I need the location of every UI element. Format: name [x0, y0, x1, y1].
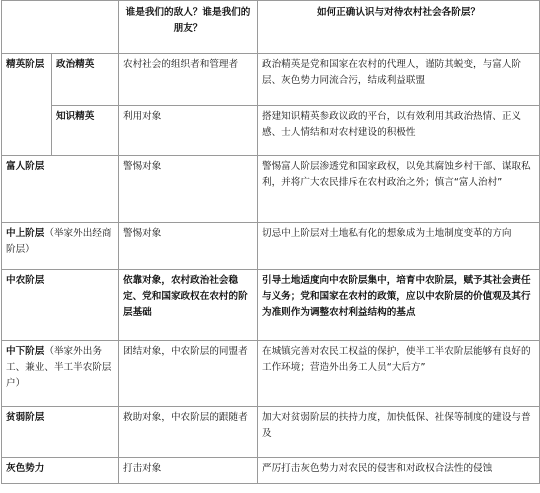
table-row [2, 156, 540, 223]
header-enemy-friend: 谁是我们的敌人？谁是我们的朋友？ [119, 1, 258, 54]
header-blank-cell [2, 1, 119, 54]
table-row [2, 223, 540, 270]
row-attitude: 警惕对象 [119, 156, 258, 223]
row-approach: 加大对贫弱阶层的扶持力度，加快低保、社保等制度的建设与普及 [258, 407, 540, 458]
row-approach: 引导土地适度向中农阶层集中，培育中农阶层，赋予其社会责任与义务；党和国家在农村的政策，应以中农阶层的价值观及其行为准则作为调整农村利益结构的基点 [258, 270, 540, 341]
row-approach: 切忌中上阶层对土地私有化的想象成为土地制度变革的方向 [258, 223, 540, 270]
table-row [2, 54, 540, 106]
row-class-name: 灰色势力 [2, 458, 119, 484]
row-class-name: 中下阶层 [6, 346, 45, 357]
table-header-row [2, 1, 540, 54]
row-attitude: 团结对象，中农阶层的同盟者 [119, 341, 258, 407]
row-class-name: 中农阶层 [2, 270, 119, 341]
row-attitude: 警惕对象 [119, 223, 258, 270]
row-class-name: 中上阶层 [6, 228, 45, 239]
class-analysis-table [1, 0, 540, 484]
row-attitude: 农村社会的组织者和管理者 [119, 54, 258, 106]
row-approach: 搭建知识精英参政议政的平台，以有效利用其政治热情、正义感、士人情结和对农村建设的积极性 [258, 106, 540, 156]
table-row [2, 407, 540, 458]
row-class-name: 贫弱阶层 [2, 407, 119, 458]
header-how-to-treat: 如何正确认识与对待农村社会各阶层？ [258, 1, 540, 54]
row-attitude: 利用对象 [119, 106, 258, 156]
row-attitude: 依靠对象，农村政治社会稳定、党和国家政权在农村的阶层基础 [119, 270, 258, 341]
table-row [2, 341, 540, 407]
row-approach: 在城镇完善对农民工权益的保护，使半工半农阶层能够有良好的工作环境；营造外出务工人员“大后方” [258, 341, 540, 407]
row-class-name: 富人阶层 [2, 156, 119, 223]
table-row [2, 270, 540, 341]
row-class-name: 政治精英 [52, 54, 119, 106]
row-class-name: 知识精英 [52, 106, 119, 156]
table-row [2, 458, 540, 484]
row-class-name-cell [2, 223, 119, 270]
row-approach: 政治精英是党和国家在农村的代理人，谨防其蜕变，与富人阶层、灰色势力同流合污，结成利益联盟 [258, 54, 540, 106]
table-row [2, 106, 540, 156]
row-attitude: 打击对象 [119, 458, 258, 484]
row-approach: 警惕富人阶层渗透党和国家政权，以免其腐蚀乡村干部、谋取私利，并将广大农民排斥在农村政治之外；慎言“富人治村” [258, 156, 540, 223]
row-attitude: 救助对象，中农阶层的跟随者 [119, 407, 258, 458]
row-class-note: （举家外出经商阶层） [6, 228, 112, 255]
row-group-label: 精英阶层 [2, 54, 52, 156]
row-class-note: （举家外出务工、兼业、半工半农阶层户） [6, 346, 112, 389]
row-class-name-cell [2, 341, 119, 407]
row-approach: 严厉打击灰色势力对农民的侵害和对政权合法性的侵蚀 [258, 458, 540, 484]
